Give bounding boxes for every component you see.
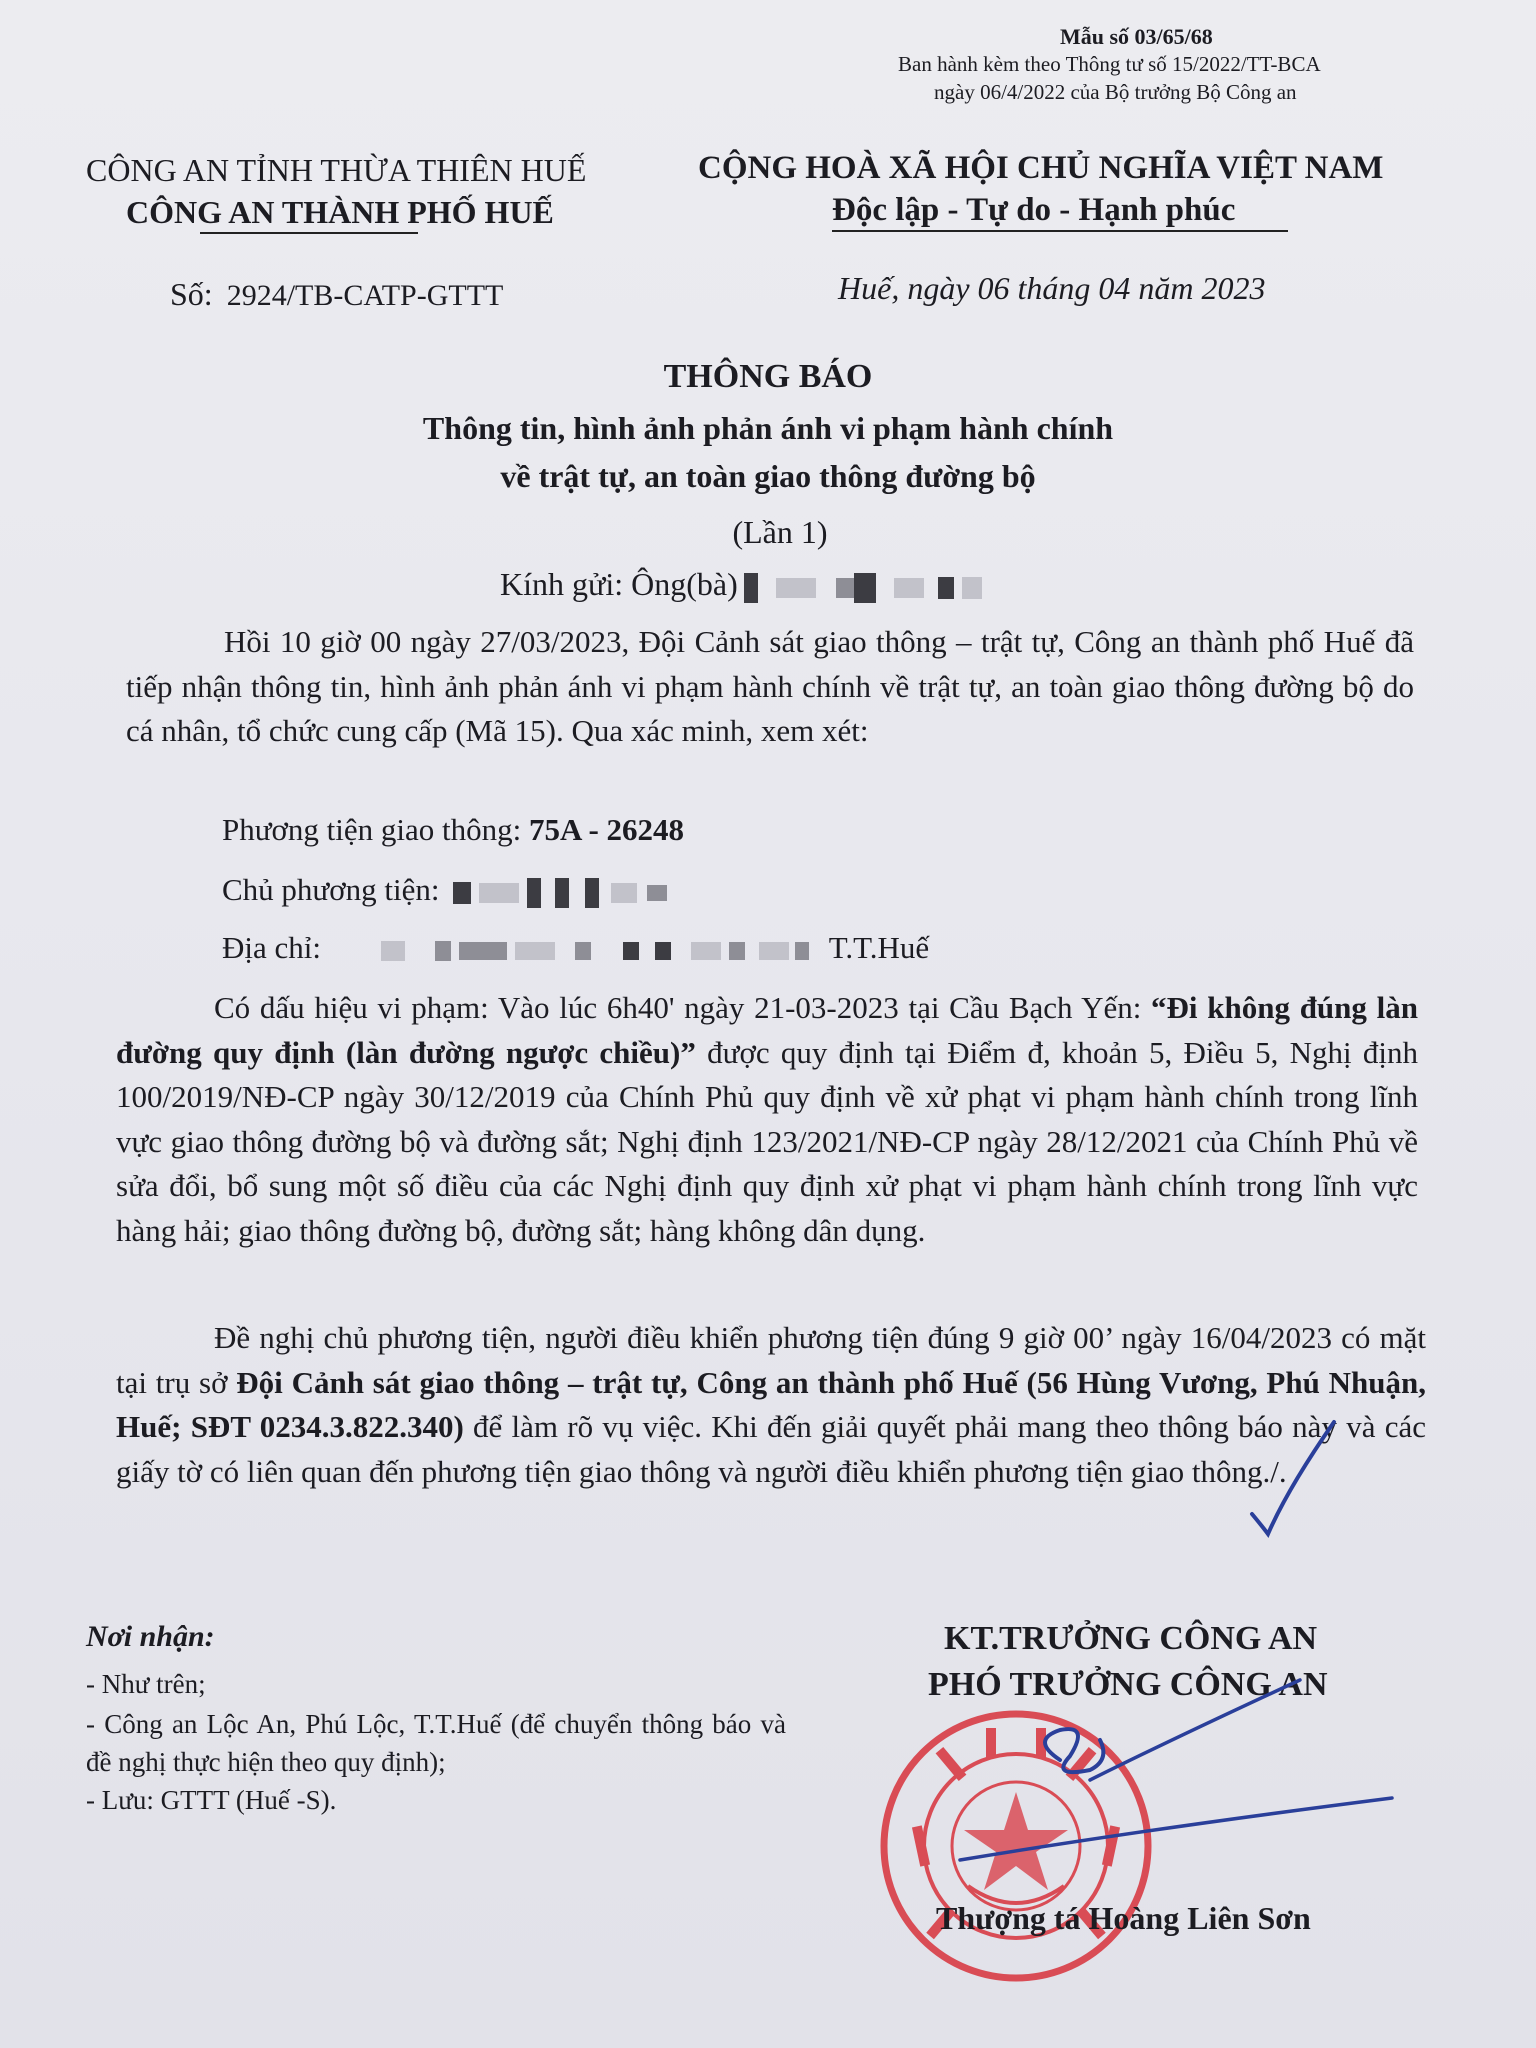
paragraph-intro-text: Hồi 10 giờ 00 ngày 27/03/2023, Đội Cảnh sát giao thông – trật tự, Công an thành phố Huế đã tiếp nhận thông tin, hình ảnh phản ánh vi phạm hành chính về trật tự, an toàn giao thông đường bộ do cá nhân, tổ chức cung cấp (Mã 15). Qua xác minh, xem xét:: [126, 624, 1414, 748]
paragraph-summons: [116, 1316, 1426, 1494]
vehicle-plate: 75A - 26248: [529, 812, 685, 847]
redacted-block: [381, 941, 405, 961]
summons-location: Đội Cảnh sát giao thông – trật tự, Công an thành phố Huế (56 Hùng Vương, Phú Nhuận, Huế; SĐT 0234.3.822.340): [116, 1364, 1426, 1444]
owner-field: [222, 872, 667, 908]
redacted-block: [611, 883, 637, 903]
vehicle-field: [222, 812, 684, 848]
redacted-block: [894, 578, 924, 598]
redacted-block: [938, 577, 954, 599]
document-number: [170, 276, 503, 313]
redacted-block: [585, 878, 599, 908]
agency-parent: CÔNG AN TỈNH THỪA THIÊN HUẾ: [86, 152, 587, 188]
recipient-item: - Lưu: GTTT (Huế -S).: [86, 1785, 337, 1815]
nation-title: CỘNG HOÀ XÃ HỘI CHỦ NGHĨA VIỆT NAM: [698, 150, 1384, 186]
form-number: Mẫu số 03/65/68: [1060, 24, 1213, 49]
motto-underline: [832, 230, 1288, 232]
address-tail: T.T.Huế: [828, 930, 930, 965]
document-title: THÔNG BÁO: [663, 358, 873, 395]
document-subtitle-2: về trật tự, an toàn giao thông đường bộ: [500, 458, 1036, 494]
redacted-block: [744, 573, 758, 603]
document-number-value: 2924/TB-CATP-GTTT: [226, 279, 504, 312]
agency-name: CÔNG AN THÀNH PHỐ HUẾ: [126, 194, 554, 230]
violation-description: “Đi không đúng làn đường quy định (làn đường ngược chiều)”: [116, 990, 1418, 1070]
paragraph-violation: [116, 986, 1418, 1253]
national-motto: Độc lập - Tự do - Hạnh phúc: [832, 192, 1236, 228]
attempt-number: (Lần 1): [732, 514, 828, 550]
redacted-block: [854, 573, 876, 603]
summons-instructions: để làm rõ vụ việc. Khi đến giải quyết phải mang theo thông báo này và các giấy tờ có liên quan đến phương tiện giao thông và người điều khiển phương tiện giao thông./.: [116, 1409, 1426, 1489]
recipients-title: Nơi nhận:: [86, 1620, 215, 1653]
redacted-block: [623, 942, 639, 960]
redacted-block: [836, 578, 854, 598]
check-mark-icon: [1248, 1418, 1338, 1538]
redacted-block: [453, 882, 471, 904]
redacted-block: [575, 942, 591, 960]
signature-title-1: KT.TRƯỞNG CÔNG AN: [944, 1620, 1318, 1657]
handwritten-signature-icon: [940, 1660, 1410, 1900]
violation-lead: Có dấu hiệu vi phạm: Vào lúc 6h40' ngày 21-03-2023 tại Cầu Bạch Yến:: [214, 990, 1152, 1025]
redacted-block: [655, 942, 671, 960]
redacted-block: [647, 885, 667, 901]
addressee: [500, 566, 982, 603]
redacted-block: [479, 883, 519, 903]
address-label: Địa chỉ:: [222, 930, 321, 965]
redacted-block: [555, 878, 569, 908]
document-number-label: Số:: [170, 276, 213, 312]
redacted-block: [759, 942, 789, 960]
signature-title-2: PHÓ TRƯỞNG CÔNG AN: [928, 1666, 1328, 1703]
redacted-block: [691, 942, 721, 960]
redacted-block: [459, 942, 507, 960]
violation-legal-basis: được quy định tại Điểm đ, khoản 5, Điều 5, Nghị định 100/2019/NĐ-CP ngày 30/12/2019 của Chính Phủ quy định về xử phạt vi phạm hành chính trong lĩnh vực giao thông đường bộ và đường sắt; Nghị định 123/2021/NĐ-CP ngày 28/12/2021 của Chính Phủ về sửa đổi, bổ sung một số điều của các Nghị định quy định xử phạt vi phạm hành chính trong lĩnh vực hàng hải; giao thông đường bộ, đường sắt; hàng không dân dụng.: [116, 1034, 1418, 1248]
addressee-label: Kính gửi: Ông(bà): [500, 566, 738, 602]
redacted-block: [435, 941, 451, 961]
form-issued-line-1: Ban hành kèm theo Thông tư số 15/2022/TT-BCA: [898, 52, 1321, 76]
vehicle-label: Phương tiện giao thông:: [222, 812, 522, 847]
redacted-block: [962, 577, 982, 599]
document-subtitle-1: Thông tin, hình ảnh phản ánh vi phạm hành chính: [422, 410, 1114, 446]
form-issued-line-2: ngày 06/4/2022 của Bộ trưởng Bộ Công an: [934, 80, 1297, 104]
address-field: [222, 930, 929, 966]
recipient-item: - Công an Lộc An, Phú Lộc, T.T.Huế (để chuyển thông báo và đề nghị thực hiện theo quy định);: [86, 1709, 786, 1777]
owner-label: Chủ phương tiện:: [222, 872, 440, 907]
summons-lead: Đề nghị chủ phương tiện, người điều khiển phương tiện đúng 9 giờ 00’ ngày 16/04/2023 có mặt tại trụ sở: [116, 1320, 1426, 1400]
redacted-block: [795, 942, 809, 960]
agency-underline: [200, 232, 418, 234]
signer-name: Thượng tá Hoàng Liên Sơn: [936, 1900, 1311, 1936]
place-date: Huế, ngày 06 tháng 04 năm 2023: [838, 270, 1266, 306]
redacted-block: [729, 942, 745, 960]
redacted-block: [515, 942, 555, 960]
paragraph-intro: [126, 620, 1414, 754]
redacted-block: [776, 578, 816, 598]
recipient-item: - Như trên;: [86, 1669, 206, 1699]
redacted-block: [527, 878, 541, 908]
